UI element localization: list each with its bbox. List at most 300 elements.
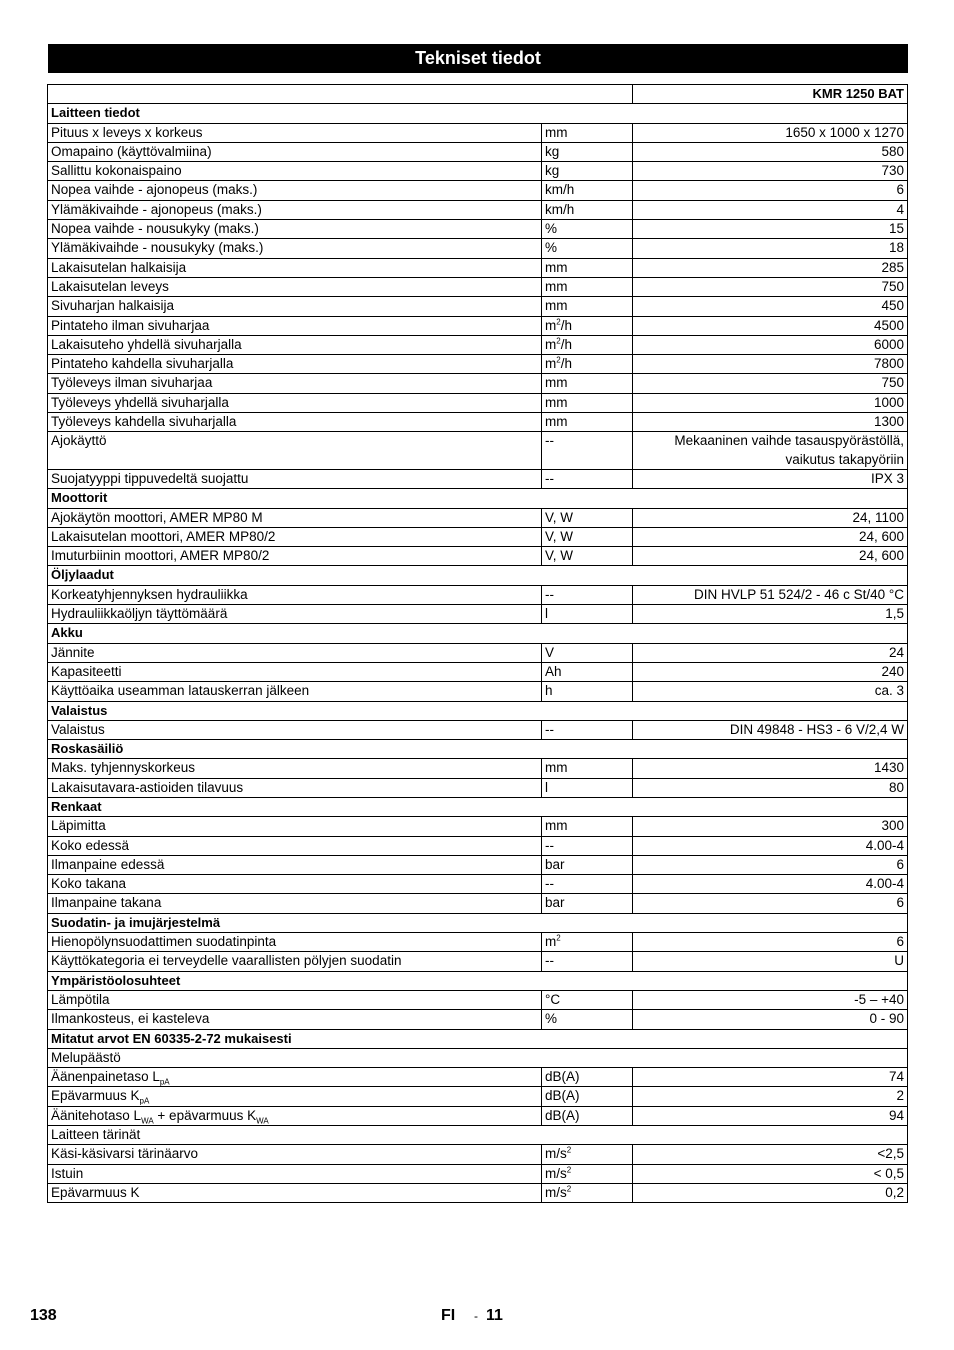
section-header-row	[48, 701, 908, 720]
spec-label: Omapaino (käyttövalmiina)	[51, 143, 212, 159]
spec-unit: --	[545, 953, 554, 969]
spec-value-cell	[633, 162, 908, 181]
spec-label-cell	[48, 817, 542, 836]
spec-value-cell	[633, 200, 908, 219]
spec-value-cell	[633, 952, 908, 971]
spec-label-cell	[48, 374, 542, 393]
spec-unit: --	[545, 470, 554, 486]
spec-label: Ilmankosteus, ei kasteleva	[51, 1011, 210, 1027]
spec-unit-cell	[542, 952, 633, 971]
spec-value: 24, 600	[858, 528, 904, 544]
spec-value-cell	[633, 817, 908, 836]
spec-label-cell	[48, 220, 542, 239]
spec-unit-cell	[542, 239, 633, 258]
spec-value: 750	[881, 375, 904, 391]
spec-value-cell	[633, 393, 908, 412]
spec-label: Hienopölynsuodattimen suodatinpinta	[51, 934, 277, 950]
spec-value: 450	[881, 298, 904, 314]
spec-unit-cell	[542, 508, 633, 527]
spec-label-subscript: pA	[139, 1097, 150, 1107]
spec-label-cell	[48, 952, 542, 971]
spec-label-cell	[48, 643, 542, 662]
spec-row	[48, 1106, 908, 1125]
spec-label: Sallittu kokonaispaino	[51, 163, 182, 179]
spec-unit: bar	[545, 856, 565, 872]
spec-unit-cell	[542, 258, 633, 277]
spec-label-cell	[48, 933, 542, 952]
spec-unit: %	[545, 1011, 558, 1027]
spec-value: 24, 600	[858, 548, 904, 564]
spec-label: Koko edessä	[51, 837, 130, 853]
spec-row	[48, 778, 908, 797]
spec-value: 285	[881, 259, 904, 275]
spec-row	[48, 682, 908, 701]
spec-unit-cell	[542, 643, 633, 662]
spec-unit-cell	[542, 759, 633, 778]
spec-value: 6	[896, 895, 904, 911]
section-header-row	[48, 913, 908, 932]
spec-label: Äänitehotaso L	[51, 1107, 142, 1123]
spec-unit: V, W	[545, 509, 574, 525]
spec-value-cell	[633, 990, 908, 1009]
section-title: Renkaat	[48, 797, 908, 816]
spec-label-cell	[48, 142, 542, 161]
spec-value-cell	[633, 220, 908, 239]
spec-label: Ylämäkivaihde - nousukyky (maks.)	[51, 240, 264, 256]
spec-unit-cell	[542, 162, 633, 181]
section-header-row	[48, 624, 908, 643]
spec-value: 94	[888, 1107, 904, 1123]
spec-row	[48, 605, 908, 624]
spec-unit-cell	[542, 277, 633, 296]
spec-label-cell	[48, 508, 542, 527]
spec-unit-cell	[542, 123, 633, 142]
spec-unit: dB(A)	[545, 1107, 580, 1123]
subsection-title: Laitteen tärinät	[48, 1126, 908, 1145]
spec-value-cell	[633, 374, 908, 393]
spec-value-cell	[633, 547, 908, 566]
spec-value-cell	[633, 508, 908, 527]
section-title: Moottorit	[48, 489, 908, 508]
spec-unit: mm	[545, 124, 568, 140]
spec-unit: --	[545, 721, 554, 737]
section-title: Valaistus	[48, 701, 908, 720]
spec-row	[48, 855, 908, 874]
spec-row	[48, 875, 908, 894]
spec-label-subscript: WA	[256, 1116, 269, 1126]
spec-unit-cell	[542, 355, 633, 374]
spec-value: U	[894, 953, 904, 969]
spec-unit: °C	[545, 991, 561, 1007]
spec-label: Läpimitta	[51, 818, 106, 834]
spec-unit: m	[545, 317, 557, 333]
spec-unit-superscript: 2	[556, 355, 561, 365]
spec-label: Koko takana	[51, 876, 127, 892]
spec-label: Ilmanpaine edessä	[51, 856, 165, 872]
spec-value-cell	[633, 1106, 908, 1125]
spec-row	[48, 952, 908, 971]
spec-value-cell	[633, 836, 908, 855]
spec-value: 1650 x 1000 x 1270	[785, 124, 904, 140]
spec-value-cell	[633, 875, 908, 894]
spec-row	[48, 1010, 908, 1029]
section-title: Laitteen tiedot	[48, 104, 908, 123]
spec-label: Käsi-käsivarsi tärinäarvo	[51, 1146, 199, 1162]
subsection-row	[48, 1048, 908, 1067]
spec-label-cell	[48, 547, 542, 566]
spec-value-cell	[633, 413, 908, 432]
table-header-row	[48, 85, 908, 104]
spec-label-subscript: WA	[141, 1116, 154, 1126]
spec-value-cell	[633, 1145, 908, 1164]
spec-label: Lakaisutelan leveys	[51, 278, 169, 294]
spec-unit-superscript: 2	[556, 317, 561, 327]
spec-row	[48, 527, 908, 546]
spec-label-cell	[48, 355, 542, 374]
spec-unit-cell	[542, 220, 633, 239]
spec-unit: l	[545, 779, 548, 795]
spec-value: 4.00-4	[865, 837, 904, 853]
spec-value: Mekaaninen vaihde tasauspyörästöllä,	[674, 433, 904, 449]
spec-label-cell	[48, 200, 542, 219]
spec-unit: bar	[545, 895, 565, 911]
spec-label: Työleveys yhdellä sivuharjalla	[51, 394, 229, 410]
spec-value-cell	[633, 855, 908, 874]
spec-unit: dB(A)	[545, 1088, 580, 1104]
spec-unit: m/s	[545, 1165, 567, 1181]
spec-value-cell	[633, 1183, 908, 1202]
spec-label-cell	[48, 875, 542, 894]
spec-label-cell	[48, 855, 542, 874]
spec-value-cell	[633, 277, 908, 296]
spec-value: 6	[896, 934, 904, 950]
spec-row	[48, 1087, 908, 1106]
spec-label-cell	[48, 720, 542, 739]
spec-unit-cell	[542, 855, 633, 874]
spec-label: Käyttöaika useamman latauskerran jälkeen	[51, 683, 310, 699]
spec-unit: mm	[545, 278, 568, 294]
spec-value-cell	[633, 643, 908, 662]
spec-label: Ylämäkivaihde - ajonopeus (maks.)	[51, 201, 262, 217]
spec-value: IPX 3	[870, 470, 904, 486]
spec-unit: V, W	[545, 528, 574, 544]
spec-label-cell	[48, 123, 542, 142]
spec-unit: V, W	[545, 548, 574, 564]
spec-unit-cell	[542, 836, 633, 855]
spec-unit: mm	[545, 375, 568, 391]
spec-value: 750	[881, 278, 904, 294]
spec-unit: l	[545, 606, 548, 622]
spec-label-cell	[48, 1106, 542, 1125]
spec-label-cell	[48, 836, 542, 855]
spec-value: 24, 1100	[852, 509, 904, 525]
spec-row	[48, 297, 908, 316]
spec-row	[48, 374, 908, 393]
spec-value-cell	[633, 316, 908, 335]
spec-unit: mm	[545, 760, 568, 776]
spec-unit: m/s	[545, 1184, 567, 1200]
spec-row	[48, 1068, 908, 1087]
spec-label-cell	[48, 239, 542, 258]
spec-value-cell	[633, 682, 908, 701]
spec-unit-cell	[542, 527, 633, 546]
spec-unit-cell	[542, 181, 633, 200]
spec-row	[48, 258, 908, 277]
spec-unit-cell	[542, 990, 633, 1009]
spec-row	[48, 720, 908, 739]
spec-row	[48, 1183, 908, 1202]
spec-label-cell	[48, 585, 542, 604]
spec-row	[48, 316, 908, 335]
spec-label: Ajokäyttö	[51, 433, 107, 449]
spec-value: 1000	[873, 394, 904, 410]
spec-value: 730	[881, 163, 904, 179]
spec-value-cell	[633, 720, 908, 739]
spec-value: 1,5	[885, 606, 904, 622]
spec-unit-cell	[542, 1183, 633, 1202]
spec-label: Nopea vaihde - ajonopeus (maks.)	[51, 182, 258, 198]
spec-label: Epävarmuus K	[51, 1184, 140, 1200]
spec-value: -5 – +40	[854, 991, 904, 1007]
spec-value: 80	[888, 779, 904, 795]
spec-unit: Ah	[545, 663, 562, 679]
spec-label: Lakaisutelan moottori, AMER MP80/2	[51, 528, 276, 544]
footer-separator: -	[474, 1309, 478, 1323]
spec-row	[48, 585, 908, 604]
spec-value: ca. 3	[874, 683, 904, 699]
spec-unit-cell	[542, 374, 633, 393]
spec-unit: mm	[545, 259, 568, 275]
spec-value: 300	[881, 818, 904, 834]
spec-row	[48, 836, 908, 855]
spec-value-cell	[633, 239, 908, 258]
spec-unit-cell	[542, 894, 633, 913]
spec-label: Kapasiteetti	[51, 663, 122, 679]
spec-unit-cell	[542, 413, 633, 432]
spec-unit-cell	[542, 469, 633, 488]
spec-value: 0 - 90	[869, 1011, 904, 1027]
spec-unit: m	[545, 356, 557, 372]
spec-label-cell	[48, 316, 542, 335]
spec-value: 6	[896, 182, 904, 198]
spec-label: Maks. tyhjennyskorkeus	[51, 760, 196, 776]
spec-value-cell	[633, 1068, 908, 1087]
page-title: Tekniset tiedot	[48, 44, 908, 73]
model-name: KMR 1250 BAT	[633, 85, 908, 104]
section-title: Suodatin- ja imujärjestelmä	[48, 913, 908, 932]
language-code: FI	[441, 1307, 456, 1324]
spec-value: 7800	[873, 356, 904, 372]
spec-unit-cell	[542, 1087, 633, 1106]
spec-row	[48, 933, 908, 952]
spec-unit-cell	[542, 1106, 633, 1125]
spec-row	[48, 432, 908, 470]
spec-label: Lämpötila	[51, 991, 110, 1007]
section-header-row	[48, 740, 908, 759]
spec-unit: --	[545, 837, 554, 853]
spec-value-line2: vaikutus takapyöriin	[785, 451, 904, 467]
section-header-row	[48, 1029, 908, 1048]
spec-value-cell	[633, 258, 908, 277]
section-header-row	[48, 971, 908, 990]
spec-row	[48, 277, 908, 296]
spec-label-cell	[48, 181, 542, 200]
spec-unit-cell	[542, 585, 633, 604]
subsection-title: Melupäästö	[48, 1048, 908, 1067]
spec-unit-cell	[542, 316, 633, 335]
spec-value: 0,2	[885, 1184, 904, 1200]
spec-label-cell	[48, 258, 542, 277]
spec-unit-cell	[542, 1010, 633, 1029]
spec-unit: kg	[545, 163, 560, 179]
spec-label: Ajokäytön moottori, AMER MP80 M	[51, 509, 263, 525]
spec-value-cell	[633, 123, 908, 142]
spec-unit-cell	[542, 605, 633, 624]
spec-row	[48, 1164, 908, 1183]
spec-label: Lakaisutelan halkaisija	[51, 259, 187, 275]
spec-value-cell	[633, 355, 908, 374]
spec-unit-cell	[542, 662, 633, 681]
spec-label-cell	[48, 469, 542, 488]
spec-unit: kg	[545, 143, 560, 159]
spec-value-cell	[633, 297, 908, 316]
header-empty-cell	[48, 85, 633, 104]
spec-row	[48, 162, 908, 181]
spec-unit: --	[545, 876, 554, 892]
spec-unit-cell	[542, 817, 633, 836]
spec-label: Valaistus	[51, 721, 105, 737]
spec-value: <2,5	[877, 1146, 904, 1162]
spec-unit-cell	[542, 200, 633, 219]
spec-value: 18	[888, 240, 904, 256]
spec-row	[48, 662, 908, 681]
section-title: Mitatut arvot EN 60335-2-72 mukaisesti	[48, 1029, 908, 1048]
spec-label: Pintateho kahdella sivuharjalla	[51, 356, 234, 372]
spec-unit-suffix: /h	[560, 317, 572, 333]
spec-unit: dB(A)	[545, 1069, 580, 1085]
spec-value: 1430	[873, 760, 904, 776]
page-number: 138	[30, 1307, 57, 1324]
spec-value-cell	[633, 432, 908, 470]
spec-value: 4.00-4	[865, 876, 904, 892]
spec-row	[48, 355, 908, 374]
spec-unit-cell	[542, 432, 633, 470]
spec-value-cell	[633, 933, 908, 952]
spec-label-cell	[48, 432, 542, 470]
subsection-row	[48, 1126, 908, 1145]
spec-value-cell	[633, 778, 908, 797]
spec-label-subscript: pA	[159, 1077, 170, 1087]
spec-label: Sivuharjan halkaisija	[51, 298, 175, 314]
spec-label: Lakaisutavara-astioiden tilavuus	[51, 779, 244, 795]
spec-label: Hydrauliikkaöljyn täyttömäärä	[51, 606, 228, 622]
spec-label-cell	[48, 162, 542, 181]
spec-row	[48, 1145, 908, 1164]
spec-unit: V	[545, 644, 555, 660]
spec-row	[48, 335, 908, 354]
spec-unit-cell	[542, 778, 633, 797]
spec-unit-superscript: 2	[566, 1184, 572, 1194]
spec-value: 74	[888, 1069, 904, 1085]
spec-unit-superscript: 2	[566, 1165, 572, 1175]
spec-row	[48, 547, 908, 566]
spec-label-cell	[48, 778, 542, 797]
spec-value-cell	[633, 527, 908, 546]
spec-unit: mm	[545, 414, 568, 430]
section-header-row	[48, 104, 908, 123]
spec-label-cell	[48, 894, 542, 913]
section-header-row	[48, 566, 908, 585]
spec-label: Suojatyyppi tippuvedeltä suojattu	[51, 470, 249, 486]
spec-value-cell	[633, 662, 908, 681]
spec-value-cell	[633, 605, 908, 624]
spec-unit-suffix: /h	[560, 356, 572, 372]
spec-label: Korkeatyhjennyksen hydrauliikka	[51, 586, 248, 602]
spec-row	[48, 142, 908, 161]
spec-value-cell	[633, 469, 908, 488]
spec-unit-cell	[542, 1145, 633, 1164]
spec-unit: h	[545, 683, 553, 699]
spec-value-cell	[633, 1010, 908, 1029]
spec-unit-superscript: 2	[556, 933, 561, 943]
spec-value-cell	[633, 585, 908, 604]
spec-value: 15	[888, 221, 904, 237]
spec-unit-cell	[542, 682, 633, 701]
spec-unit-cell	[542, 1068, 633, 1087]
spec-label-continuation: + epävarmuus K	[153, 1107, 257, 1123]
spec-unit-cell	[542, 720, 633, 739]
spec-label: Työleveys ilman sivuharjaa	[51, 375, 213, 391]
section-header-row	[48, 489, 908, 508]
spec-label: Nopea vaihde - nousukyky (maks.)	[51, 221, 259, 237]
spec-row	[48, 508, 908, 527]
spec-value: 580	[881, 143, 904, 159]
spec-label-cell	[48, 605, 542, 624]
spec-unit-cell	[542, 297, 633, 316]
section-title: Roskasäiliö	[48, 740, 908, 759]
spec-label: Pituus x leveys x korkeus	[51, 124, 203, 140]
spec-value: 240	[881, 663, 904, 679]
spec-label-cell	[48, 527, 542, 546]
spec-unit: mm	[545, 394, 568, 410]
spec-label: Istuin	[51, 1165, 84, 1181]
spec-row	[48, 200, 908, 219]
spec-label: Imuturbiinin moottori, AMER MP80/2	[51, 548, 270, 564]
spec-value: DIN 49848 - HS3 - 6 V/2,4 W	[729, 721, 904, 737]
spec-unit-suffix: /h	[560, 336, 572, 352]
spec-row	[48, 894, 908, 913]
spec-value-cell	[633, 335, 908, 354]
spec-unit: mm	[545, 818, 568, 834]
spec-unit-cell	[542, 1164, 633, 1183]
spec-label-cell	[48, 335, 542, 354]
spec-value: 4500	[873, 317, 904, 333]
technical-data-body	[48, 85, 908, 1203]
section-title: Akku	[48, 624, 908, 643]
spec-unit-superscript: 2	[566, 1145, 572, 1155]
spec-unit: %	[545, 240, 558, 256]
spec-row	[48, 413, 908, 432]
technical-data-table	[47, 84, 908, 1203]
spec-label: Pintateho ilman sivuharjaa	[51, 317, 210, 333]
spec-row	[48, 181, 908, 200]
spec-value-cell	[633, 759, 908, 778]
spec-row	[48, 393, 908, 412]
spec-unit: km/h	[545, 201, 575, 217]
spec-row	[48, 220, 908, 239]
spec-label-cell	[48, 1164, 542, 1183]
spec-value: DIN HVLP 51 524/2 - 46 c St/40 °C	[693, 586, 904, 602]
